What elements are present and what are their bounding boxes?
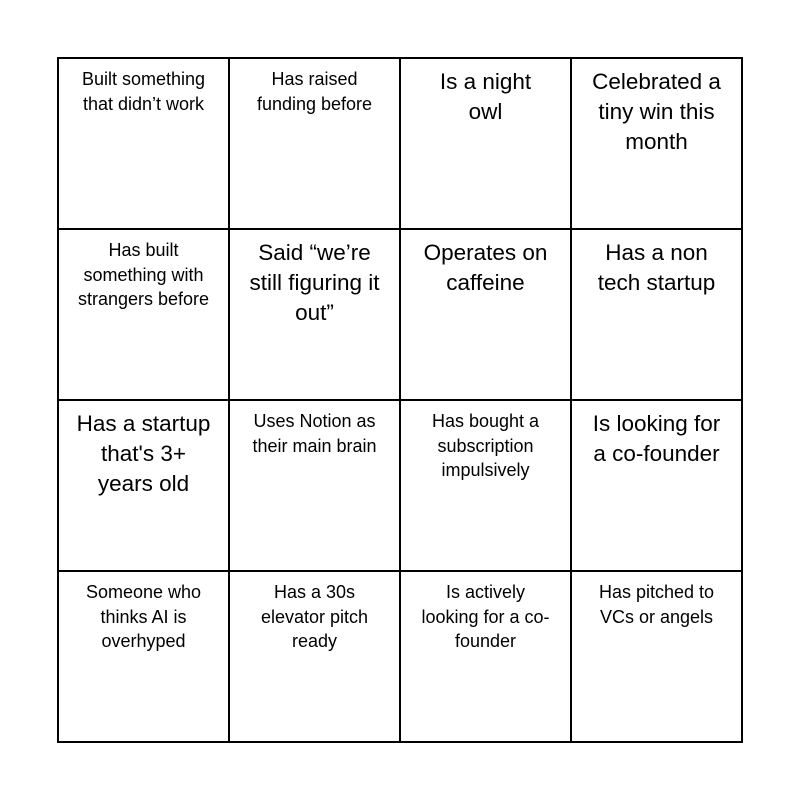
bingo-cell[interactable] <box>59 230 230 401</box>
bingo-cell[interactable] <box>572 401 743 572</box>
bingo-cell[interactable] <box>572 230 743 401</box>
bingo-cell[interactable] <box>401 59 572 230</box>
bingo-cell-text: Has a startup that's 3+ years old <box>76 411 211 496</box>
bingo-cell-text: Has bought a subscription impulsively <box>431 411 540 480</box>
bingo-cell[interactable] <box>401 230 572 401</box>
bingo-cell[interactable] <box>572 59 743 230</box>
bingo-cell-text: Has built something with strangers before <box>77 240 210 309</box>
bingo-cell[interactable] <box>572 572 743 743</box>
bingo-cell[interactable] <box>230 230 401 401</box>
bingo-cell[interactable] <box>230 59 401 230</box>
bingo-cell[interactable] <box>230 401 401 572</box>
bingo-cell[interactable] <box>230 572 401 743</box>
bingo-cell-text: Someone who thinks AI is overhyped <box>85 582 202 651</box>
bingo-cell-text: Built something that didn’t work <box>81 69 206 114</box>
bingo-board <box>57 57 743 743</box>
bingo-cell-text: Has a 30s elevator pitch ready <box>260 582 369 651</box>
bingo-cell-text: Has raised funding before <box>256 69 373 114</box>
bingo-cell-text: Has pitched to VCs or angels <box>598 582 715 627</box>
bingo-cell-text: Operates on caffeine <box>423 240 548 295</box>
bingo-cell-text: Has a non tech startup <box>597 240 716 295</box>
bingo-cell[interactable] <box>59 59 230 230</box>
bingo-cell[interactable] <box>401 572 572 743</box>
bingo-cell-text: Is looking for a co-founder <box>592 411 721 466</box>
bingo-cell[interactable] <box>59 572 230 743</box>
bingo-cell-text: Is actively looking for a co-founder <box>421 582 550 651</box>
bingo-cell[interactable] <box>59 401 230 572</box>
bingo-cell-text: Said “we’re still figuring it out” <box>249 240 380 325</box>
bingo-cell[interactable] <box>401 401 572 572</box>
bingo-cell-text: Uses Notion as their main brain <box>252 411 377 456</box>
bingo-cell-text: Is a night owl <box>439 69 532 124</box>
bingo-cell-text: Celebrated a tiny win this month <box>592 69 721 154</box>
